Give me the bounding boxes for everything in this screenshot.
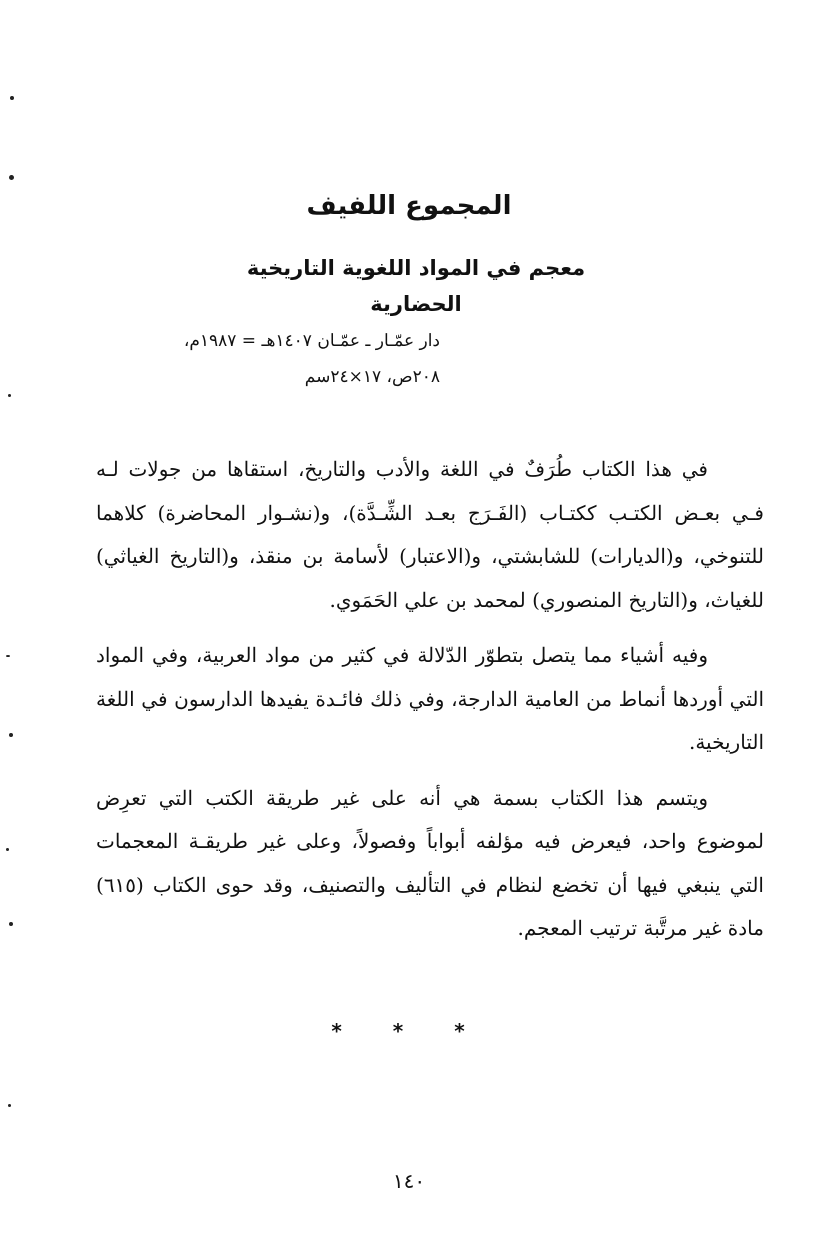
scan-speck: [8, 394, 11, 397]
scan-speck: [6, 848, 9, 851]
scan-speck: [10, 96, 14, 100]
paragraph: في هذا الكتاب طُرَفٌ في اللغة والأدب والتاريخ، استقاها من جولات لـه فـي بعـض الكتـب ككتـاب (الفَـرَج بعـد الشِّـدَّة)، و(نشـوار المحاضرة) كلاهما للتنوخي، و(الديارات) للشابشتي، و(الاعتبار) لأسامة بن منقذ، و(التاريخ الغياثي) للغياث، و(التاريخ المنصوري) لمحمد بن علي الحَمَوي.: [96, 457, 764, 612]
page-number: ١٤٠: [392, 1169, 426, 1193]
publisher-line: دار عمّـار ـ عمّـان ١٤٠٧هـ = ١٩٨٧م،: [183, 331, 440, 351]
paragraph: ويتسم هذا الكتاب بسمة هي أنه على غير طريقة الكتب التي تعرِض لموضوع واحد، فيعرض فيه مؤلفه أبواباً وفصولاً، وعلى غير طريقـة المعجمات التي ينبغي فيها أن تخضع لنظام في التأليف والتصنيف، وقد حوى الكتاب (٦١٥) مادة غير مرتَّبة ترتيب المعجم.: [96, 785, 764, 940]
scan-speck: [8, 1104, 11, 1107]
book-title: المجموع اللفيف: [306, 191, 512, 221]
section-separator: * * *: [331, 1019, 487, 1043]
review-text: [96, 448, 764, 963]
scan-speck: [9, 922, 13, 926]
physical-description-line: ٢٠٨ص، ١٧×٢٤سم: [304, 367, 440, 387]
publication-info: [90, 323, 440, 395]
paragraph: وفيه أشياء مما يتصل بتطوّر الدّلالة في كثير من مواد العربية، وفي المواد التي أوردها أنماط من العامية الدارجة، وفي ذلك فائـدة يفيدها الدارسون في اللغة التاريخية.: [96, 643, 764, 754]
scan-speck: [9, 175, 14, 180]
book-subtitle: معجم في المواد اللغوية التاريخية الحضارية: [246, 256, 586, 316]
scan-speck: [9, 733, 13, 737]
scan-speck: [6, 655, 10, 657]
